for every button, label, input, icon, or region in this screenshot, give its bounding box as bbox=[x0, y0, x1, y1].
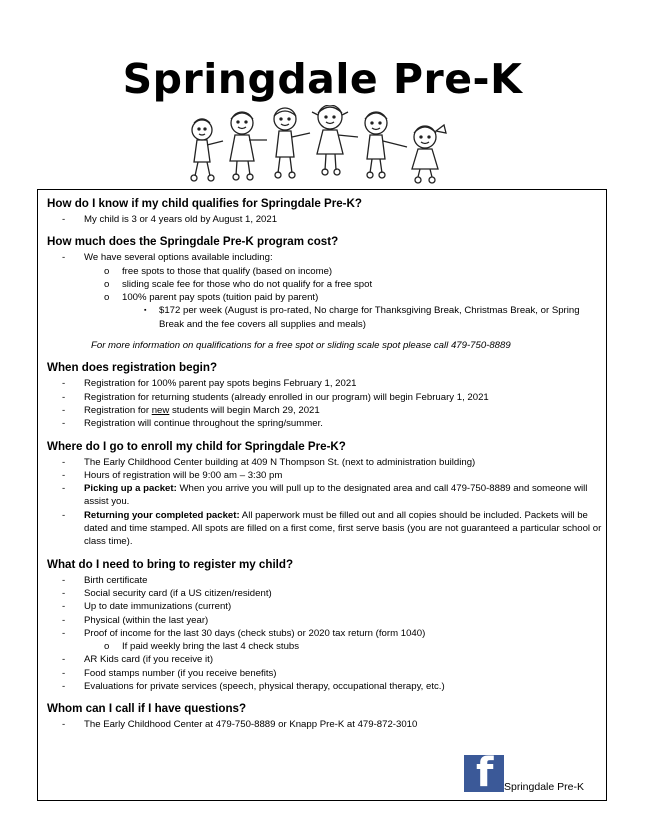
list-item-text: My child is 3 or 4 years old by August 1, 2021 bbox=[84, 214, 278, 225]
list-item bbox=[47, 667, 607, 680]
list-item-text: We have several options available including: bbox=[84, 252, 273, 264]
list-item-text: Registration will continue throughout the spring/summer. bbox=[84, 418, 323, 430]
list-item bbox=[47, 251, 607, 264]
faq-content bbox=[47, 196, 607, 732]
section-heading: What do I need to bring to register my child? bbox=[47, 557, 294, 571]
dash-bullet: - bbox=[62, 667, 66, 679]
dash-bullet: - bbox=[62, 483, 66, 495]
list-item bbox=[47, 574, 607, 587]
list-item-text: Hours of registration will be 9:00 am – 3:30 pm bbox=[84, 469, 283, 481]
list-item-text: Registration for 100% parent pay spots begins February 1, 2021 bbox=[84, 378, 357, 390]
list-item-text: Proof of income for the last 30 days (check stubs) or 2020 tax return (form 1040) bbox=[84, 627, 426, 639]
list-item bbox=[47, 304, 607, 331]
list-item-text: sliding scale fee for those who do not qualify for a free spot bbox=[122, 278, 373, 290]
list-item-text: The Early Childhood Center at 479-750-8889 or Knapp Pre-K at 479-872-3010 bbox=[84, 719, 418, 731]
list-item-text: $172 per week (August is pro-rated, No charge for Thanksgiving Break, Christmas Break, or Spring Break and the fee covers all supplies and meals) bbox=[159, 305, 580, 330]
list-item bbox=[47, 377, 607, 390]
list-item bbox=[47, 718, 607, 731]
list-item-text: If paid weekly bring the last 4 check stubs bbox=[122, 641, 300, 653]
list-item-text: Social security card (if a US citizen/resident) bbox=[84, 587, 272, 599]
list-item bbox=[47, 469, 607, 482]
list-item bbox=[47, 291, 607, 304]
list-item-text: 100% parent pay spots (tuition paid by parent) bbox=[122, 292, 319, 304]
list-item-text: Up to date immunizations (current) bbox=[84, 601, 232, 613]
list-item bbox=[47, 653, 607, 666]
list-item-bold-label: Picking up a packet: bbox=[84, 483, 177, 495]
list-item-text-post: students will begin March 29, 2021 bbox=[169, 404, 320, 416]
section-heading: When does registration begin? bbox=[47, 361, 218, 375]
dash-bullet: - bbox=[62, 601, 66, 613]
dash-bullet: - bbox=[62, 469, 66, 481]
dash-bullet: - bbox=[62, 252, 66, 264]
dash-bullet: - bbox=[62, 587, 66, 599]
circle-bullet: o bbox=[104, 292, 110, 304]
faq-section bbox=[47, 196, 607, 226]
faq-section bbox=[47, 360, 607, 430]
dash-bullet: - bbox=[62, 627, 66, 639]
dash-bullet: - bbox=[62, 456, 66, 468]
list-item-text: All paperwork must be filled out and all copies should be included. Packets will be dated and time stamped. All spots are filled on a first come, first serve basis (you are not guaranteed a particular school or class time). bbox=[84, 509, 602, 548]
section-heading: How do I know if my child qualifies for Springdale Pre-K? bbox=[47, 197, 362, 210]
list-item bbox=[47, 278, 607, 291]
facebook-icon[interactable] bbox=[464, 750, 504, 796]
section-heading: Where do I go to enroll my child for Springdale Pre-K? bbox=[47, 439, 346, 453]
faq-section bbox=[47, 701, 607, 731]
list-item bbox=[47, 404, 607, 417]
list-item-text: The Early Childhood Center building at 409 N Thompson St. (next to administration building) bbox=[84, 456, 476, 468]
faq-section bbox=[47, 439, 607, 549]
dash-bullet: - bbox=[62, 614, 66, 626]
list-item bbox=[47, 509, 607, 549]
list-item bbox=[47, 456, 607, 469]
children-holding-hands-illustration bbox=[180, 105, 470, 185]
underlined-word: new bbox=[151, 404, 170, 416]
list-item bbox=[47, 391, 607, 404]
list-item-bold-label: Returning your completed packet: bbox=[84, 509, 240, 521]
list-item-text: Registration for returning students (already enrolled in our program) will begin February 1, 2021 bbox=[84, 391, 489, 403]
list-item bbox=[47, 640, 607, 653]
square-bullet: ▪ bbox=[144, 307, 147, 315]
dash-bullet: - bbox=[62, 681, 66, 693]
list-item bbox=[47, 680, 607, 693]
facebook-page-label[interactable]: Springdale Pre-K bbox=[504, 781, 584, 793]
section-heading: How much does the Springdale Pre-K program cost? bbox=[47, 235, 339, 249]
faq-section bbox=[47, 557, 607, 694]
dash-bullet: - bbox=[62, 214, 66, 225]
list-item bbox=[47, 600, 607, 613]
list-item-text: Food stamps number (if you receive benefits) bbox=[84, 667, 277, 679]
list-item-text: Birth certificate bbox=[84, 574, 148, 586]
list-item bbox=[47, 627, 607, 640]
list-item-text: Physical (within the last year) bbox=[84, 614, 209, 626]
section-heading: Whom can I call if I have questions? bbox=[47, 702, 247, 716]
dash-bullet: - bbox=[62, 654, 66, 666]
dash-bullet: - bbox=[62, 378, 66, 390]
page-title: Springdale Pre-K bbox=[122, 55, 523, 103]
facebook-f-glyph: f bbox=[476, 750, 494, 796]
list-item bbox=[47, 265, 607, 278]
circle-bullet: o bbox=[104, 265, 110, 277]
list-item bbox=[47, 614, 607, 627]
list-item-text: Evaluations for private services (speech, physical therapy, occupational therapy, etc.) bbox=[84, 681, 445, 693]
dash-bullet: - bbox=[62, 391, 66, 403]
list-item bbox=[47, 417, 607, 430]
list-item bbox=[47, 587, 607, 600]
circle-bullet: o bbox=[104, 641, 110, 653]
list-item-text: free spots to those that qualify (based on income) bbox=[122, 265, 333, 277]
dash-bullet: - bbox=[62, 509, 66, 521]
list-item bbox=[47, 482, 607, 509]
list-item-text: When you arrive you will pull up to the designated area and call 479-750-8889 and someone will assist you. bbox=[84, 483, 588, 508]
dash-bullet: - bbox=[62, 574, 66, 586]
dash-bullet: - bbox=[62, 404, 66, 416]
list-item bbox=[47, 213, 607, 226]
list-item-text: AR Kids card (if you receive it) bbox=[84, 654, 214, 666]
dash-bullet: - bbox=[62, 418, 66, 430]
faq-section bbox=[47, 234, 607, 352]
list-item-text-pre: Registration for bbox=[84, 404, 152, 416]
info-note: For more information on qualifications for a free spot or sliding scale spot please call 479-750-8889 bbox=[91, 340, 511, 352]
circle-bullet: o bbox=[104, 278, 110, 290]
dash-bullet: - bbox=[62, 719, 66, 731]
